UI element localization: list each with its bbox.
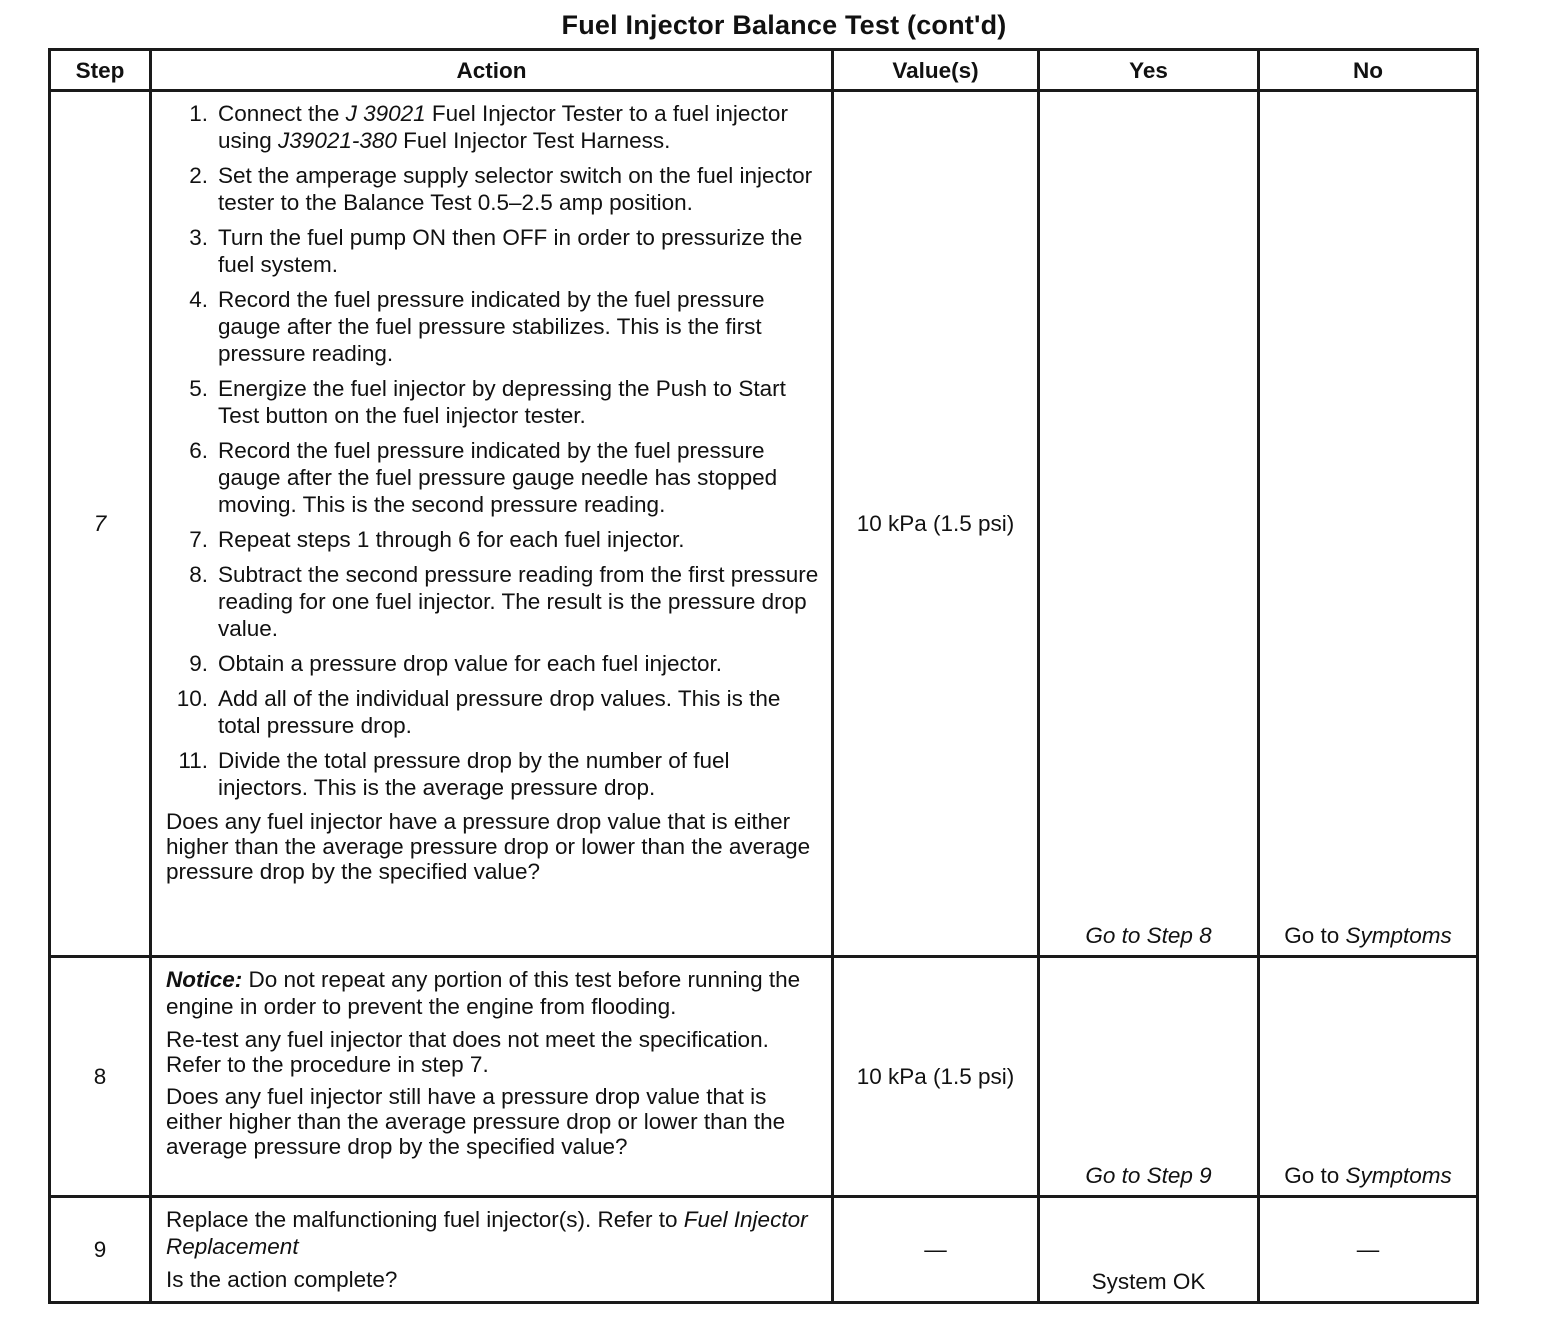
text-segment: Fuel Injector Test Harness. xyxy=(396,128,671,153)
list-item-number: 1. xyxy=(189,101,208,126)
no-prefix: Go to xyxy=(1284,923,1346,948)
header-yes: Yes xyxy=(1039,50,1259,91)
list-item xyxy=(166,162,823,216)
header-values: Value(s) xyxy=(833,50,1039,91)
list-item-text xyxy=(218,100,823,154)
symptoms-reference: Symptoms xyxy=(1345,1163,1452,1188)
list-item xyxy=(166,100,823,154)
step-number: 9 xyxy=(50,1197,151,1303)
yes-outcome: Go to Step 8 xyxy=(1039,91,1259,957)
list-item-text: Energize the fuel injector by depressing the Push to Start Test button on the fuel injector tester. xyxy=(218,376,786,428)
list-item xyxy=(166,526,823,553)
retest-text: Re-test any fuel injector that does not meet the specification. Refer to the procedure in step 7. xyxy=(166,1027,769,1077)
list-item xyxy=(166,375,823,429)
yes-outcome: Go to Step 9 xyxy=(1039,957,1259,1197)
list-item xyxy=(166,685,823,739)
yes-outcome: System OK xyxy=(1039,1197,1259,1303)
value-cell: 10 kPa (1.5 psi) xyxy=(833,957,1039,1197)
no-outcome xyxy=(1259,957,1478,1197)
list-item xyxy=(166,437,823,518)
value-cell: 10 kPa (1.5 psi) xyxy=(833,91,1039,957)
list-item xyxy=(166,286,823,367)
table-row-step-8 xyxy=(50,957,1478,1197)
replace-text xyxy=(166,1206,823,1260)
list-item-text: Obtain a pressure drop value for each fuel injector. xyxy=(218,651,723,676)
step-number: 8 xyxy=(50,957,151,1197)
no-prefix: Go to xyxy=(1284,1163,1346,1188)
no-outcome: — xyxy=(1259,1197,1478,1303)
list-item-number: 8. xyxy=(189,562,208,587)
list-item-text: Add all of the individual pressure drop values. This is the total pressure drop. xyxy=(218,686,781,738)
list-item xyxy=(166,747,823,801)
text-segment: Fuel Injector Tester to a fuel injector using xyxy=(218,101,788,153)
page-title: Fuel Injector Balance Test (cont'd) xyxy=(561,10,1007,40)
list-item-number: 9. xyxy=(189,651,208,676)
text-segment: Connect the xyxy=(218,101,346,126)
list-item xyxy=(166,561,823,642)
notice-text xyxy=(166,966,823,1020)
list-item-number: 7. xyxy=(189,527,208,552)
list-item-number: 5. xyxy=(189,376,208,401)
text-segment: Replace the malfunctioning fuel injector(s). Refer to xyxy=(166,1207,684,1232)
list-item-text: Record the fuel pressure indicated by the fuel pressure gauge after the fuel pressure gauge needle has stopped moving. This is the second pressure reading. xyxy=(218,438,778,517)
tool-reference: J 39021 xyxy=(345,101,426,126)
question-text: Is the action complete? xyxy=(166,1267,398,1292)
step-number: 7 xyxy=(50,91,151,957)
list-item-number: 2. xyxy=(189,163,208,188)
notice-body: Do not repeat any portion of this test before running the engine in order to prevent the engine from flooding. xyxy=(166,967,801,1019)
procedure-list xyxy=(166,100,823,801)
diagnostic-table xyxy=(48,48,1479,1304)
header-step: Step xyxy=(50,50,151,91)
table-row-step-7 xyxy=(50,91,1478,957)
header-row xyxy=(50,50,1478,91)
action-cell xyxy=(151,1197,833,1303)
symptoms-reference: Symptoms xyxy=(1345,923,1452,948)
list-item xyxy=(166,650,823,677)
table-row-step-9 xyxy=(50,1197,1478,1303)
list-item-number: 6. xyxy=(189,438,208,463)
action-cell xyxy=(151,957,833,1197)
action-cell xyxy=(151,91,833,957)
list-item-text: Repeat steps 1 through 6 for each fuel injector. xyxy=(218,527,685,552)
list-item-number: 11. xyxy=(178,748,208,773)
no-outcome xyxy=(1259,91,1478,957)
question-text: Does any fuel injector still have a pressure drop value that is either higher than the average pressure drop or lower than the average pressure drop by the specified value? xyxy=(166,1084,786,1159)
list-item-text: Record the fuel pressure indicated by the fuel pressure gauge after the fuel pressure stabilizes. This is the first pressure reading. xyxy=(218,287,765,366)
list-item-text: Turn the fuel pump ON then OFF in order to pressurize the fuel system. xyxy=(218,225,803,277)
list-item-number: 10. xyxy=(176,686,208,711)
question-text: Does any fuel injector have a pressure drop value that is either higher than the average pressure drop or lower than the average pressure drop by the specified value? xyxy=(166,809,811,884)
list-item-text: Subtract the second pressure reading from the first pressure reading for one fuel injector. The result is the pressure drop value. xyxy=(218,562,819,641)
header-action: Action xyxy=(151,50,833,91)
list-item-number: 3. xyxy=(189,225,208,250)
list-item-text: Divide the total pressure drop by the number of fuel injectors. This is the average pressure drop. xyxy=(218,748,730,800)
list-item xyxy=(166,224,823,278)
tool-reference: J39021-380 xyxy=(278,128,397,153)
notice-label: Notice: xyxy=(166,967,243,992)
fuel-injector-replacement-reference: Fuel Injector Replacement xyxy=(166,1207,808,1259)
list-item-text: Set the amperage supply selector switch on the fuel injector tester to the Balance Test 0.5–2.5 amp position. xyxy=(218,163,813,215)
header-no: No xyxy=(1259,50,1478,91)
list-item-number: 4. xyxy=(189,287,208,312)
value-cell: — xyxy=(833,1197,1039,1303)
